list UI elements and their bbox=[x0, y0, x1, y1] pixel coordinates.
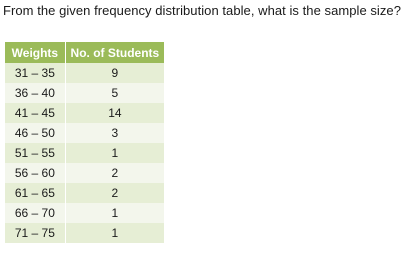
weights-cell: 61 – 65 bbox=[5, 183, 65, 203]
question-text: From the given frequency distribution table, what is the sample size? bbox=[3, 3, 401, 18]
header-weights: Weights bbox=[5, 42, 65, 63]
weights-cell: 36 – 40 bbox=[5, 83, 65, 103]
students-cell: 1 bbox=[65, 143, 164, 163]
students-cell: 1 bbox=[65, 223, 164, 243]
table-row bbox=[5, 63, 164, 83]
students-cell: 1 bbox=[65, 203, 164, 223]
table-row bbox=[5, 83, 164, 103]
table-row bbox=[5, 103, 164, 123]
table-row bbox=[5, 123, 164, 143]
header-students: No. of Students bbox=[65, 42, 164, 63]
students-cell: 14 bbox=[65, 103, 164, 123]
frequency-table bbox=[5, 42, 164, 243]
table-row bbox=[5, 183, 164, 203]
weights-cell: 46 – 50 bbox=[5, 123, 65, 143]
students-cell: 3 bbox=[65, 123, 164, 143]
table-row bbox=[5, 163, 164, 183]
weights-cell: 71 – 75 bbox=[5, 223, 65, 243]
students-cell: 2 bbox=[65, 183, 164, 203]
students-cell: 5 bbox=[65, 83, 164, 103]
table-row bbox=[5, 223, 164, 243]
table-row bbox=[5, 143, 164, 163]
students-cell: 2 bbox=[65, 163, 164, 183]
weights-cell: 66 – 70 bbox=[5, 203, 65, 223]
weights-cell: 41 – 45 bbox=[5, 103, 65, 123]
weights-cell: 56 – 60 bbox=[5, 163, 65, 183]
table-header-row bbox=[5, 42, 164, 63]
table-row bbox=[5, 203, 164, 223]
weights-cell: 51 – 55 bbox=[5, 143, 65, 163]
weights-cell: 31 – 35 bbox=[5, 63, 65, 83]
students-cell: 9 bbox=[65, 63, 164, 83]
